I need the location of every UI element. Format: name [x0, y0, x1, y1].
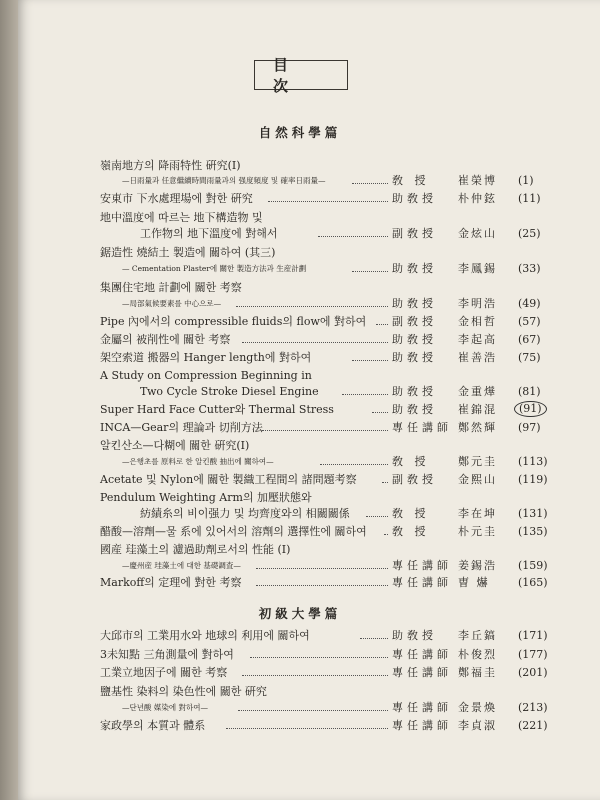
- toc-entry: 알킨산소—다糊에 關한 硏究(Ⅰ): [100, 439, 250, 452]
- toc-entry: —慶州産 珪藻土에 대한 基礎調査— 專任講師 姜錫浩 (159): [122, 559, 548, 572]
- toc-entry: 3未知點 三角測量에 對하여 專任講師 朴俊烈 (177): [100, 648, 548, 661]
- toc-entry: 國産 珪藻土의 濾過助劑로서의 性能 (Ⅰ): [100, 543, 291, 556]
- toc-entry: 金屬의 被削性에 關한 考察 助敎授 李起高 (67): [100, 333, 541, 346]
- section-title-natural-science: 自然科學篇: [258, 125, 342, 140]
- toc-entry: —日雨量과 任意繼續時間雨量과의 强度頻度 및 確率日雨量— 敎 授 崔榮博 (1): [122, 174, 534, 187]
- toc-entry: —단년酸 媒染에 對하여— 專任講師 金景煥 (213): [122, 701, 548, 714]
- toc-entry: Markoff의 定理에 對한 考察 專任講師 曺 爀 (165): [100, 576, 548, 589]
- toc-entry: Pendulum Weighting Arm의 加壓狀態와: [100, 491, 312, 504]
- toc-entry: A Study on Compression Beginning in: [100, 369, 312, 382]
- toc-entry: —局部氣候要素를 中心으로— 助敎授 李明浩 (49): [122, 297, 541, 310]
- toc-entry: Acetate 및 Nylon에 關한 製織工程間의 諸問題考察 副敎授 金熙山 (119): [100, 473, 548, 486]
- toc-entry: 安東市 下水處理場에 對한 硏究 助敎授 朴仲鉉 (11): [100, 192, 541, 205]
- toc-entry: 紡績糸의 비이强力 및 均齊度와의 相關關係 敎 授 李在坤 (131): [140, 507, 548, 520]
- toc-entry: Pipe 內에서의 compressible fluids의 flow에 對하여 副敎授 金相哲 (57): [100, 315, 541, 328]
- toc-entry: 鋸造性 燒結土 製造에 關하여 (其三): [100, 246, 276, 259]
- section-title-junior-college: 初級大學篇: [258, 606, 342, 621]
- toc-entry: 集團住宅地 計劃에 關한 考察: [100, 281, 242, 294]
- toc-entry: 工業立地因子에 關한 考察 專任講師 鄭福圭 (201): [100, 666, 548, 679]
- toc-entry: 家政學의 本質과 體系 專任講師 李貞淑 (221): [100, 719, 548, 732]
- page-title: 目 次: [254, 60, 348, 90]
- toc-entry: 嶺南地方의 降雨特性 硏究(Ⅰ): [100, 159, 241, 172]
- toc-entry: 工作物의 地下溫度에 對해서 副敎授 金炫山 (25): [140, 227, 541, 240]
- toc-entry: Two Cycle Stroke Diesel Engine 助敎授 金重燁 (81): [140, 385, 541, 398]
- toc-entry: — Cementation Plaster에 關한 製造方法과 生産計劃 助敎授 李鳳錫 (33): [122, 262, 541, 275]
- toc-entry: 地中溫度에 따르는 地下構造物 및: [100, 211, 263, 224]
- toc-entry: Super Hard Face Cutter와 Thermal Stress 助敎授 崔錦混 (91): [0, 402, 600, 418]
- toc-entry: 架空索道 搬器의 Hanger length에 對하여 助敎授 崔善浩 (75): [100, 351, 541, 364]
- circled-page-number: (91): [514, 401, 547, 417]
- toc-entry: 大邱市의 工業用水와 地球의 利用에 關하여 助敎授 李丘鎬 (171): [100, 629, 548, 642]
- toc-entry: 鹽基性 染料의 染色性에 關한 硏究: [100, 685, 267, 698]
- toc-entry: 醋酸—溶劑—물 系에 있어서의 溶劑의 選擇性에 關하여 敎 授 朴元圭 (135): [100, 525, 548, 538]
- toc-entry: INCA—Gear의 理論과 切削方法 專任講師 鄭然輝 (97): [100, 421, 541, 434]
- toc-entry: —은행초를 原料로 한 알킨酸 抽出에 關하여— 敎 授 鄭元圭 (113): [122, 455, 548, 468]
